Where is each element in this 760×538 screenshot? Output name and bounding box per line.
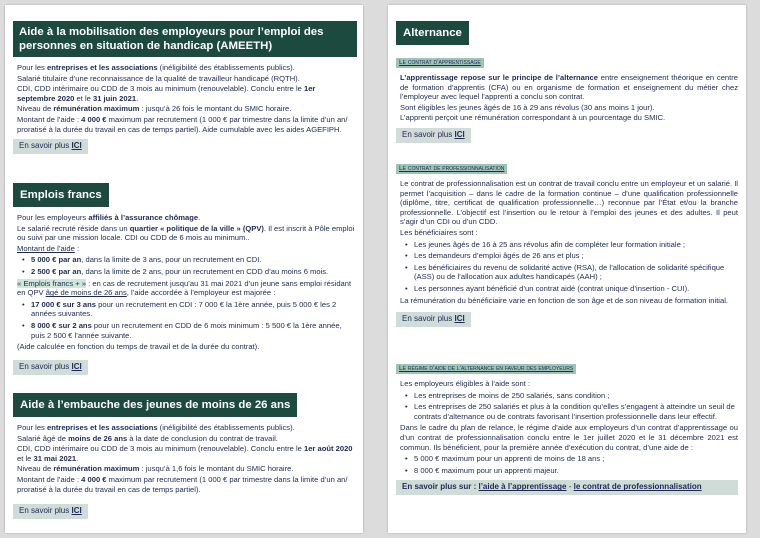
apprentissage-eligibility: Sont éligibles les jeunes âgés de 16 à 29 ans révolus (30 ans moins 1 jour).	[400, 102, 655, 112]
regime-subheading-wrap	[400, 357, 738, 379]
list-item: • 5 000 € par an, dans la limite de 3 ans, pour un recrutement en CDI.	[17, 255, 355, 265]
francs-eligibility: Pour les employeurs affiliés à l’assurance chômage.	[17, 213, 201, 222]
pro-more-link[interactable]: ICI	[454, 314, 465, 324]
regime-eligibles-list	[400, 391, 738, 422]
list-item: • 17 000 € sur 3 ans pour un recrutement en CDI : 7 000 € la 1ère année, puis 5 000 € les 2 années suivantes.	[17, 300, 355, 319]
regime-montants-list	[400, 454, 738, 475]
left-page	[5, 5, 363, 533]
francs-montant-label: Montant de l’aide :	[17, 243, 80, 253]
regime-eligibles-label: Les employeurs éligibles à l’aide sont :	[400, 379, 531, 388]
pro-intro: Le contrat de professionnalisation est un contrat de travail conclu entre un employeur et un salarié. Il permet l’acquisition – dans le cadre de la formation continue – d’une qualification professionnelle (diplôme, titre, certificat de qualification professionnelle…) reconnue par l’État et/ou la branche professionnelle. L’objectif est l’insertion ou le retour à l’emploi des jeunes et des adultes. Il peut s’agir d’un CDI ou d’un CDD.	[400, 179, 738, 227]
list-item: • 5 000 € maximum pour un apprenti de moins de 18 ans ;	[400, 454, 738, 464]
jeunes-heading: Aide à l’embauche des jeunes de moins de 26 ans	[13, 393, 297, 417]
contrat-pro-link[interactable]: le contrat de professionnalisation	[573, 482, 702, 492]
pro-more-button[interactable]: En savoir plus ICI	[396, 312, 471, 327]
jeunes-salarie: Salarié âgé de moins de 26 ans à la date de conclusion du contrat de travail.	[17, 433, 278, 443]
list-item: • 8 000 € maximum pour un apprenti majeur.	[400, 466, 738, 476]
francs-section	[17, 183, 355, 375]
ameeth-salarie: Salarié titulaire d’une reconnaissance de la qualité de travailleur handicapé (RQTH).	[17, 73, 300, 83]
jeunes-montant: Montant de l’aide : 4 000 € maximum par recrutement (1 000 € par trimestre dans la limite d’un an/ proratisé à la durée du travail en cas de temps partiel).	[17, 474, 348, 494]
regime-subheading: Le régime d’aide de l’alternance en faveur des employeurs	[396, 364, 576, 374]
apprentissage-more-button[interactable]: En savoir plus ICI	[396, 128, 471, 143]
francs-note: (Aide calculée en fonction du temps de travail et de la durée du contrat).	[17, 342, 260, 352]
list-item: • Les demandeurs d’emploi âgés de 26 ans et plus ;	[400, 251, 738, 261]
regime-section	[400, 357, 738, 495]
ameeth-more-link[interactable]: ICI	[71, 141, 82, 151]
jeunes-more-button[interactable]: En savoir plus ICI	[13, 504, 88, 519]
francs-plus: « Emplois francs + » : en cas de recrutement jusqu’au 31 mai 2021 d’un jeune sans emploi résidant en QPV âgé de moins de 26 ans, l’aide accordée à l’employeur est majorée :	[17, 278, 352, 298]
jeunes-section	[17, 393, 355, 519]
ameeth-montant: Montant de l’aide : 4 000 € maximum par recrutement (1 000 € par trimestre dans la limite d’un an/ proratisé à la durée du travail en cas de temps partiel). Aide cumulable avec les aides AGEFIPH.	[17, 114, 348, 134]
francs-heading: Emplois francs	[13, 183, 109, 207]
list-item: • 2 500 € par an, dans la limite de 2 ans, pour un recrutement en CDD d’au moins 6 mois.	[17, 267, 355, 277]
ameeth-heading: Aide à la mobilisation des employeurs pour l’emploi des personnes en situation de handicap (AMEETH)	[13, 21, 357, 57]
alternance-heading: Alternance	[396, 21, 469, 45]
pro-subheading: Le contrat de professionnalisation	[396, 164, 507, 174]
list-item: • Les bénéficiaires du revenu de solidarité active (RSA), de l’allocation de solidarité spécifique (ASS) ou de l’allocation aux adultes handicapés (AAH) ;	[400, 263, 738, 282]
alternance-section	[400, 21, 738, 143]
apprentissage-subheading-wrap	[400, 51, 738, 73]
pro-subheading-wrap	[400, 157, 738, 179]
ameeth-contrat: CDI, CDD intérimaire ou CDD de 3 mois au minimum (renouvelable). Conclu entre le 1er septembre 2020 et le 31 juin 2021.	[17, 84, 316, 103]
francs-amount-list	[17, 255, 355, 276]
pro-beneficiaires-list	[400, 240, 738, 294]
list-item: • Les jeunes âgés de 16 à 25 ans révolus afin de compléter leur formation initiale ;	[400, 240, 738, 250]
francs-more-button[interactable]: En savoir plus ICI	[13, 360, 88, 375]
francs-salarie: Le salarié recruté réside dans un quartier « politique de la ville » (QPV). Il est inscrit à Pôle emploi ou suivi par une mission locale. CDI ou CDD de 6 mois au minimum..	[17, 223, 355, 243]
aide-apprentissage-link[interactable]: l’aide à l’apprentissage	[478, 482, 567, 492]
jeunes-remuneration: Niveau de rémunération maximum : jusqu’à 1,6 fois le montant du SMIC horaire.	[17, 464, 294, 474]
list-item: • Les entreprises de moins de 250 salariés, sans condition ;	[400, 391, 738, 401]
pro-section	[400, 157, 738, 327]
apprentissage-intro: L’apprentissage repose sur le principe de l’alternance entre enseignement théorique en centre de formation d’apprentis (CFA) ou en organisme de formation et enseignement du métier chez l’employeur avec lequel l’apprenti a conclu son contrat.	[400, 73, 738, 102]
pro-beneficiaires-label: Les bénéficiaires sont :	[400, 227, 478, 237]
pro-remuneration: La rémunération du bénéficiaire varie en fonction de son âge et de son niveau de formation initial.	[400, 295, 729, 305]
ameeth-eligibility: Pour les entreprises et les associations (inéligibilité des établissements publics).	[17, 63, 295, 72]
ameeth-more-button[interactable]: En savoir plus ICI	[13, 139, 88, 154]
jeunes-eligibility: Pour les entreprises et les associations (inéligibilité des établissements publics).	[17, 423, 295, 432]
list-item: • Les personnes ayant bénéficié d’un contrat aidé (contrat unique d’insertion - CUI).	[400, 284, 738, 294]
jeunes-more-link[interactable]: ICI	[71, 506, 82, 516]
regime-plan-relance: Dans le cadre du plan de relance, le régime d’aide aux employeurs d’un contrat d’apprentissage ou d’un contrat de professionnalisation conclu entre le 1er juillet 2020 et le 31 décembre 2021 est commun. Ils bénéficient, pour la première année d’exécution du contrat, d’une aide de :	[400, 423, 738, 452]
francs-more-link[interactable]: ICI	[71, 361, 82, 371]
ameeth-remuneration: Niveau de rémunération maximum : jusqu’à 26 fois le montant du SMIC horaire.	[17, 104, 292, 114]
list-item: • 8 000 € sur 2 ans pour un recrutement en CDD de 6 mois minimum : 5 500 € la 1ère année, puis 2 500 € l’année suivante.	[17, 321, 355, 340]
jeunes-contrat: CDI, CDD intérimaire ou CDD de 3 mois au minimum (renouvelable). Conclu entre le 1er août 2020 et le 31 mai 2021.	[17, 444, 353, 463]
list-item: • Les entreprises de 250 salariés et plus à la condition qu’elles s’engagent à atteindre un seuil de contrats d’alternance ou de contrats favorisant l’insertion professionnelle dans leur effectif.	[400, 402, 738, 421]
apprentissage-subheading: Le contrat d’apprentissage	[396, 58, 484, 68]
apprentissage-more-link[interactable]: ICI	[454, 129, 465, 139]
right-page	[388, 5, 746, 533]
regime-more-bar: En savoir plus sur : l’aide à l’apprentissage - le contrat de professionnalisation	[396, 480, 738, 495]
apprentissage-remuneration: L’apprenti perçoit une rémunération correspondant à un pourcentage du SMIC.	[400, 113, 666, 123]
francs-plus-list	[17, 300, 355, 340]
ameeth-section	[17, 21, 355, 154]
